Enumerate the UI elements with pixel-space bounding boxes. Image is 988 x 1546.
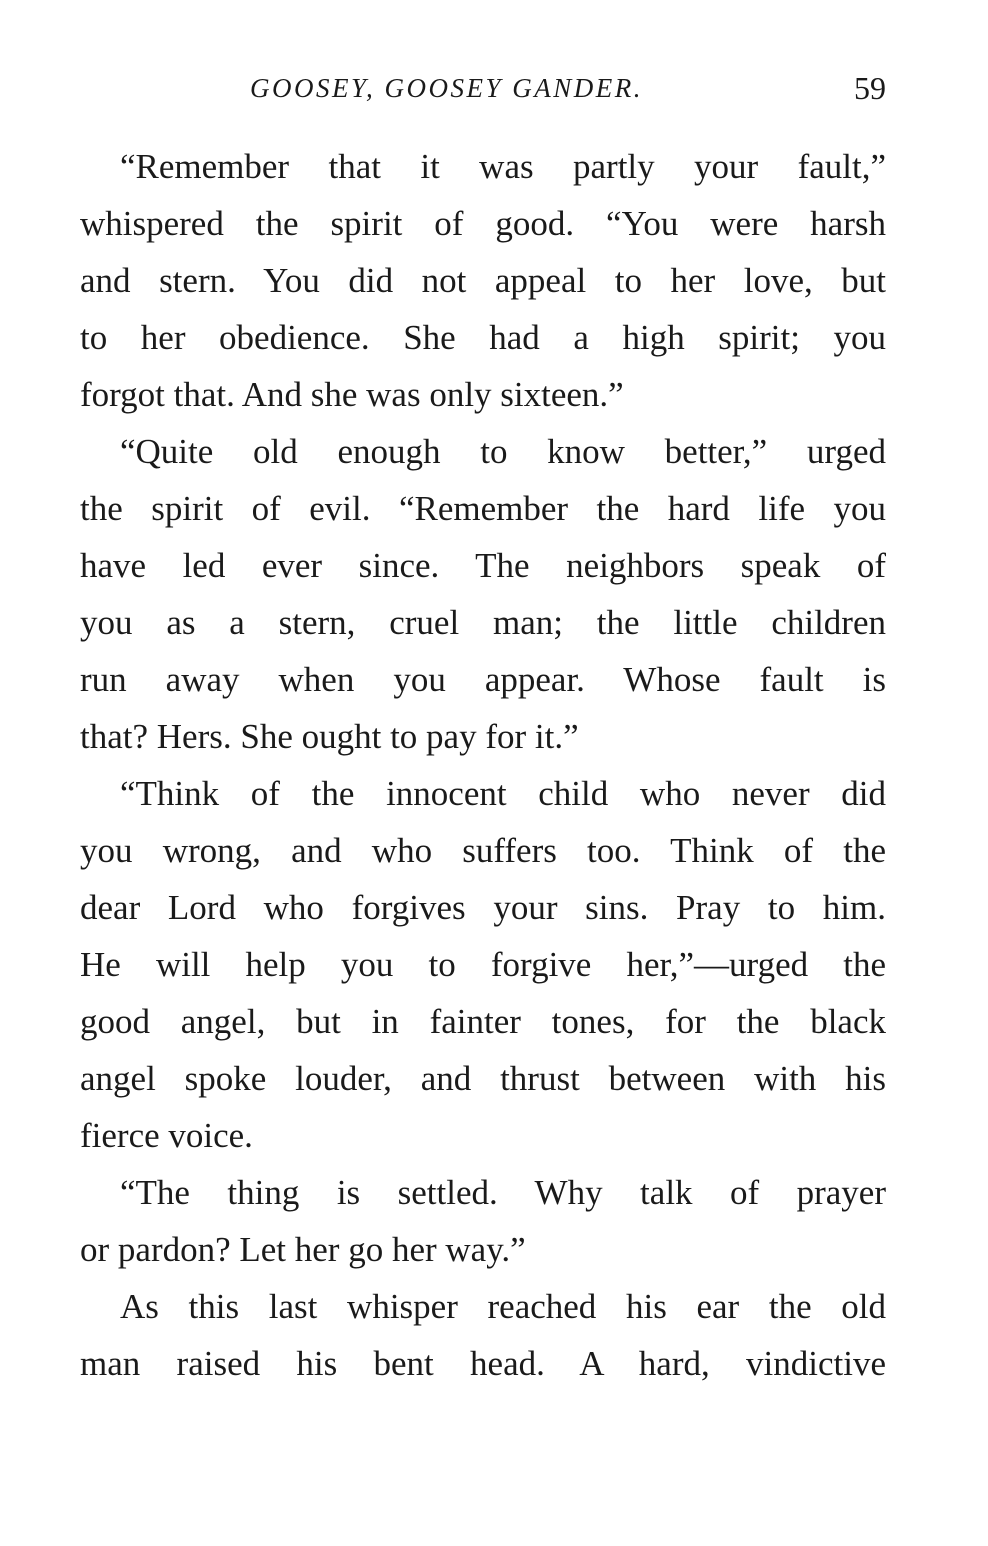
text-line: “Quite old enough to know better,” urged xyxy=(120,432,886,471)
running-header xyxy=(78,66,886,110)
text-line: whispered the spirit of good. “You were harsh xyxy=(80,204,886,243)
text-line: have led ever since. The neighbors speak of xyxy=(80,546,886,585)
text-line: you wrong, and who suffers too. Think of the xyxy=(80,831,886,870)
text-line: man raised his bent head. A hard, vindictive xyxy=(80,1344,886,1383)
running-title: GOOSEY, GOOSEY GANDER. xyxy=(250,73,644,103)
text-line: forgot that. And she was only sixteen.” xyxy=(80,375,624,414)
text-line: “Remember that it was partly your fault,” xyxy=(120,147,886,186)
text-line: As this last whisper reached his ear the old xyxy=(120,1287,886,1326)
text-line: you as a stern, cruel man; the little children xyxy=(80,603,886,642)
text-line: that? Hers. She ought to pay for it.” xyxy=(80,717,579,756)
text-line: the spirit of evil. “Remember the hard life you xyxy=(80,489,886,528)
paragraph xyxy=(80,1278,886,1392)
text-line: fierce voice. xyxy=(80,1116,253,1155)
paragraph xyxy=(80,138,886,423)
text-line: or pardon? Let her go her way.” xyxy=(80,1230,526,1269)
text-line: good angel, but in fainter tones, for the black xyxy=(80,1002,886,1041)
text-line: to her obedience. She had a high spirit; you xyxy=(80,318,886,357)
text-line: “The thing is settled. Why talk of prayer xyxy=(120,1173,886,1212)
text-line: He will help you to forgive her,”—urged the xyxy=(80,945,886,984)
paragraph xyxy=(80,765,886,1164)
text-line: “Think of the innocent child who never did xyxy=(120,774,886,813)
paragraph xyxy=(80,423,886,765)
body-text xyxy=(80,138,886,1392)
text-line: and stern. You did not appeal to her love, but xyxy=(80,261,886,300)
paragraph xyxy=(80,1164,886,1278)
page-number: 59 xyxy=(854,70,886,106)
text-line: dear Lord who forgives your sins. Pray to him. xyxy=(80,888,886,927)
text-line: run away when you appear. Whose fault is xyxy=(80,660,886,699)
text-line: angel spoke louder, and thrust between with his xyxy=(80,1059,886,1098)
